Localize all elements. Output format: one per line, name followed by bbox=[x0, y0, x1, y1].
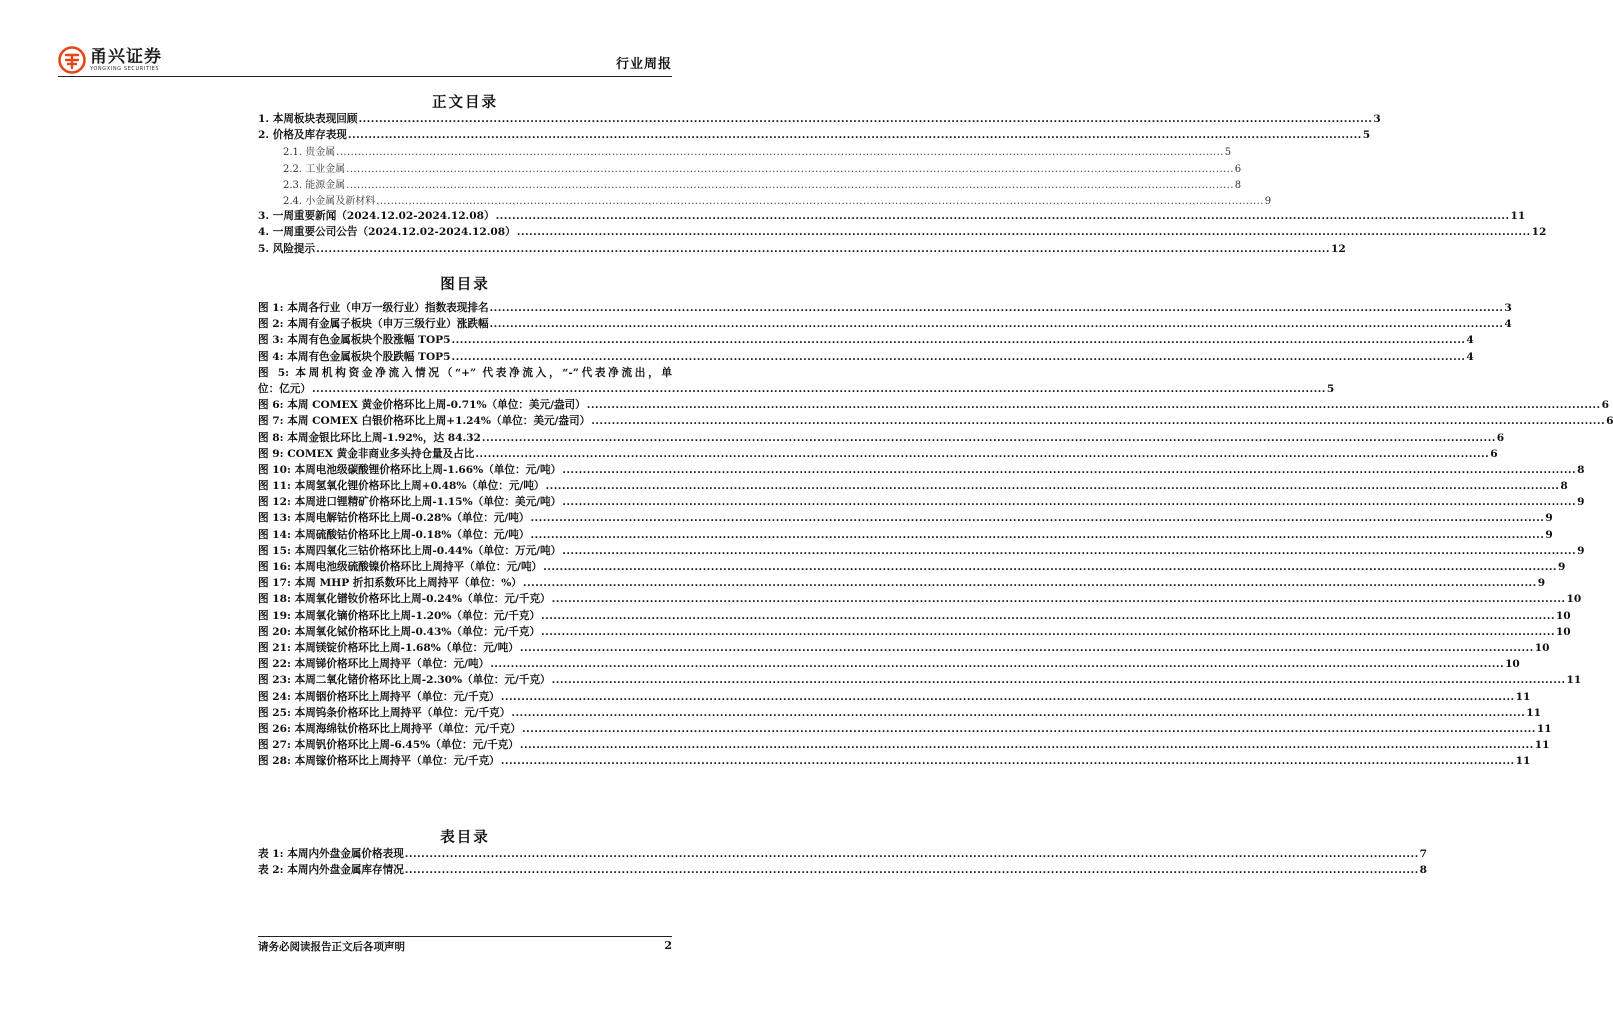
figure-entry-label: 图 3: 本周有色金属板块个股涨幅 TOP5 bbox=[258, 334, 451, 347]
figure-entry-label: 图 15: 本周四氧化三钴价格环比上周-0.44%（单位：万元/吨） bbox=[258, 544, 562, 557]
toc-entry-label: 3. 一周重要新闻（2024.12.02-2024.12.08） bbox=[258, 210, 495, 223]
toc-entry-page: 11 bbox=[1510, 210, 1526, 223]
toc-entry-page: 9 bbox=[1264, 195, 1272, 207]
figure-entry-page: 10 bbox=[1555, 625, 1571, 638]
figure-entry-label: 图 13: 本周电解钴价格环比上周-0.28%（单位：元/吨） bbox=[258, 512, 530, 525]
figure-entry-label: 图 27: 本周钒价格环比上周-6.45%（单位：元/千克） bbox=[258, 739, 519, 752]
page-header bbox=[58, 46, 672, 76]
toc-entry-label: 2. 价格及库存表现 bbox=[258, 129, 347, 142]
figure-entry[interactable] bbox=[258, 300, 1512, 316]
figure-entry-page: 10 bbox=[1555, 609, 1571, 622]
figure-entry-page: 11 bbox=[1566, 674, 1582, 687]
table-entry[interactable] bbox=[258, 846, 1428, 862]
figure-entry-page: 9 bbox=[1558, 561, 1566, 574]
figure-entry[interactable] bbox=[258, 478, 1568, 494]
toc-entry-page: 3 bbox=[1373, 113, 1381, 125]
figure-entry-label: 图 28: 本周镓价格环比上周持平（单位：元/千克） bbox=[258, 755, 500, 768]
figure-entry-page: 6 bbox=[1606, 415, 1613, 428]
figure-entry-page: 11 bbox=[1515, 690, 1531, 703]
table-entry[interactable] bbox=[258, 862, 1428, 878]
figure-entry-label: 图 17: 本周 MHP 折扣系数环比上周持平（单位：%） bbox=[258, 577, 522, 590]
figure-entry-page: 9 bbox=[1537, 577, 1546, 590]
figure-entry[interactable] bbox=[258, 608, 1571, 624]
logo-english-name: YONGXING SECURITIES bbox=[90, 65, 160, 72]
figure-entry-label-line1: 图 5: 本周机构资金净流入情况（“+” 代表净流入，“-”代表净流出，单 bbox=[258, 366, 672, 379]
toc-entry[interactable] bbox=[258, 127, 1371, 143]
figure-entry-label: 图 10: 本周电池级碳酸锂价格环比上周-1.66%（单位：元/吨） bbox=[258, 463, 562, 476]
figure-entry-label: 图 14: 本周硫酸钴价格环比上周-0.18%（单位：元/吨） bbox=[258, 528, 530, 541]
figure-entry-page: 9 bbox=[1545, 528, 1553, 541]
figure-entry-page: 9 bbox=[1545, 512, 1553, 525]
toc-entry-label: 5. 风险提示 bbox=[258, 242, 316, 255]
figure-entry-label: 图 20: 本周氧化铽价格环比上周-0.43%（单位：元/千克） bbox=[258, 625, 541, 638]
toc-subentry[interactable] bbox=[258, 143, 1232, 159]
figure-entry-page: 6 bbox=[1496, 431, 1505, 444]
toc-entry-label: 2.2. 工业金属 bbox=[283, 163, 346, 175]
toc-subentry[interactable] bbox=[258, 160, 1242, 176]
figure-entry[interactable] bbox=[258, 624, 1571, 640]
figure-entry-page: 10 bbox=[1534, 641, 1550, 654]
figure-entry-page: 11 bbox=[1536, 722, 1552, 735]
toc-entry[interactable] bbox=[258, 208, 1526, 224]
toc-entry-page: 12 bbox=[1531, 226, 1547, 239]
figure-entry-label: 图 26: 本周海绵钛价格环比上周持平（单位：元/千克） bbox=[258, 722, 521, 735]
figure-entry[interactable] bbox=[258, 413, 1613, 429]
figure-entry[interactable] bbox=[258, 494, 1585, 510]
figure-entry-label: 图 1: 本周各行业（申万一级行业）指数表现排名 bbox=[258, 302, 489, 314]
figure-entry-page: 9 bbox=[1577, 544, 1585, 557]
figure-entry-label: 图 8: 本周金银比环比上周-1.92%，达 84.32 bbox=[258, 431, 481, 444]
figure-entry[interactable] bbox=[258, 575, 1546, 591]
figure-entry-label: 图 7: 本周 COMEX 白银价格环比上周+1.24%（单位：美元/盎司） bbox=[258, 415, 591, 428]
toc-title: 正文目录 bbox=[432, 95, 498, 111]
figure-entry-label: 图 22: 本周锑价格环比上周持平（单位：元/吨） bbox=[258, 658, 490, 671]
figure-entry[interactable] bbox=[258, 591, 1582, 607]
figure-entry-label: 图 4: 本周有色金属板块个股跌幅 TOP5 bbox=[258, 350, 451, 363]
figure-entry[interactable] bbox=[258, 446, 1498, 462]
figure-entry-page: 6 bbox=[1601, 399, 1609, 412]
figure-entry-page: 10 bbox=[1505, 658, 1520, 671]
report-type-label: 行业周报 bbox=[615, 57, 672, 72]
figure-entry-label: 图 24: 本周铟价格环比上周持平（单位：元/千克） bbox=[258, 690, 500, 703]
figure-entry[interactable] bbox=[258, 705, 1541, 721]
figure-entry-page: 4 bbox=[1466, 334, 1474, 347]
table-entry-page: 7 bbox=[1419, 848, 1428, 860]
figure-entry-page: 5 bbox=[1326, 382, 1335, 395]
figure-entry-multiline[interactable] bbox=[258, 365, 1335, 397]
company-logo bbox=[58, 46, 162, 74]
figure-entry[interactable] bbox=[258, 397, 1609, 413]
figure-entry[interactable] bbox=[258, 737, 1550, 753]
figure-entry[interactable] bbox=[258, 559, 1566, 575]
header-divider bbox=[58, 76, 672, 77]
figure-entry-label: 图 2: 本周有金属子板块（申万三级行业）涨跌幅 bbox=[258, 318, 489, 331]
toc-entry-label: 4. 一周重要公司公告（2024.12.02-2024.12.08） bbox=[258, 226, 516, 239]
figure-entry-page: 11 bbox=[1526, 706, 1541, 719]
figure-entry[interactable] bbox=[258, 510, 1553, 526]
figure-entry-label: 图 6: 本周 COMEX 黄金价格环比上周-0.71%（单位：美元/盎司） bbox=[258, 399, 586, 412]
figure-entry[interactable] bbox=[258, 462, 1585, 478]
toc-entry-label: 2.4. 小金属及新材料 bbox=[283, 195, 376, 207]
toc-entry[interactable] bbox=[258, 224, 1547, 240]
figure-entry-page: 11 bbox=[1534, 739, 1550, 752]
figure-entry[interactable] bbox=[258, 640, 1550, 656]
figure-entry[interactable] bbox=[258, 349, 1474, 365]
figure-entry[interactable] bbox=[258, 332, 1474, 348]
figure-entry-page: 11 bbox=[1515, 755, 1531, 768]
toc-entry-page: 8 bbox=[1234, 179, 1242, 191]
table-list bbox=[258, 846, 1428, 878]
figure-entry-page: 10 bbox=[1566, 593, 1582, 606]
figure-entry-page: 8 bbox=[1577, 463, 1585, 476]
figure-entry-page: 3 bbox=[1504, 302, 1512, 314]
toc-entry-label: 2.3. 能源金属 bbox=[283, 179, 346, 191]
toc-subentry[interactable] bbox=[258, 192, 1272, 208]
figure-entry-page: 9 bbox=[1577, 496, 1585, 509]
table-entry-page: 8 bbox=[1419, 864, 1428, 877]
figure-entry[interactable] bbox=[258, 527, 1553, 543]
figure-entry[interactable] bbox=[258, 543, 1585, 559]
figure-entry[interactable] bbox=[258, 672, 1582, 688]
figure-entry[interactable] bbox=[258, 689, 1531, 705]
footer-divider bbox=[258, 936, 672, 937]
toc-entry[interactable] bbox=[258, 241, 1346, 257]
page-number: 2 bbox=[664, 939, 672, 952]
figure-entry-page: 4 bbox=[1504, 318, 1512, 331]
toc-subentry[interactable] bbox=[258, 176, 1242, 192]
figure-entry-label: 图 11: 本周氢氧化锂价格环比上周+0.48%（单位：元/吨） bbox=[258, 480, 545, 493]
footer-disclaimer: 请务必阅读报告正文后各项声明 bbox=[258, 941, 405, 953]
figure-entry-label: 图 23: 本周二氧化锗价格环比上周-2.30%（单位：元/千克） bbox=[258, 674, 551, 687]
table-entry-label: 表 1: 本周内外盘金属价格表现 bbox=[258, 848, 404, 860]
toc-entry[interactable] bbox=[258, 111, 1381, 127]
figure-list bbox=[258, 300, 1613, 769]
figure-entry[interactable] bbox=[258, 721, 1552, 737]
figure-entry-label: 图 25: 本周钨条价格环比上周持平（单位：元/千克） bbox=[258, 706, 511, 719]
figure-entry-page: 4 bbox=[1466, 350, 1474, 363]
figure-entry-label: 图 12: 本周进口锂精矿价格环比上周-1.15%（单位：美元/吨） bbox=[258, 496, 562, 509]
toc-entry-page: 5 bbox=[1224, 147, 1232, 159]
toc-entry-label: 2.1. 贵金属 bbox=[283, 147, 336, 159]
table-list-title: 表目录 bbox=[440, 830, 490, 846]
figure-entry-label: 图 18: 本周氧化镨钕价格环比上周-0.24%（单位：元/千克） bbox=[258, 593, 551, 606]
figure-entry[interactable] bbox=[258, 430, 1505, 446]
figure-entry[interactable] bbox=[258, 316, 1512, 332]
figure-entry[interactable] bbox=[258, 753, 1531, 769]
figure-list-title: 图目录 bbox=[440, 277, 490, 293]
figure-entry-label: 图 16: 本周电池级硫酸镍价格环比上周持平（单位：元/吨） bbox=[258, 561, 543, 574]
figure-entry-label: 图 9: COMEX 黄金非商业多头持仓量及占比 bbox=[258, 447, 475, 460]
toc-entry-page: 6 bbox=[1234, 163, 1242, 175]
toc-entry-label: 1. 本周板块表现回顾 bbox=[258, 113, 358, 125]
figure-entry-page: 6 bbox=[1490, 447, 1498, 460]
toc-entry-page: 5 bbox=[1362, 129, 1371, 142]
logo-mark-icon bbox=[58, 46, 86, 74]
figure-entry-label: 图 21: 本周镁锭价格环比上周-1.68%（单位：元/吨） bbox=[258, 641, 519, 654]
figure-entry-label: 图 19: 本周氧化镝价格环比上周-1.20%（单位：元/千克） bbox=[258, 609, 541, 622]
figure-entry-label-line2: 位：亿元） bbox=[258, 382, 311, 395]
figure-entry[interactable] bbox=[258, 656, 1520, 672]
logo-chinese-name: 甬兴证券 bbox=[90, 46, 162, 67]
toc-list bbox=[258, 111, 1547, 257]
figure-entry-page: 8 bbox=[1560, 480, 1568, 493]
toc-entry-page: 12 bbox=[1331, 242, 1346, 255]
table-entry-label: 表 2: 本周内外盘金属库存情况 bbox=[258, 864, 404, 877]
